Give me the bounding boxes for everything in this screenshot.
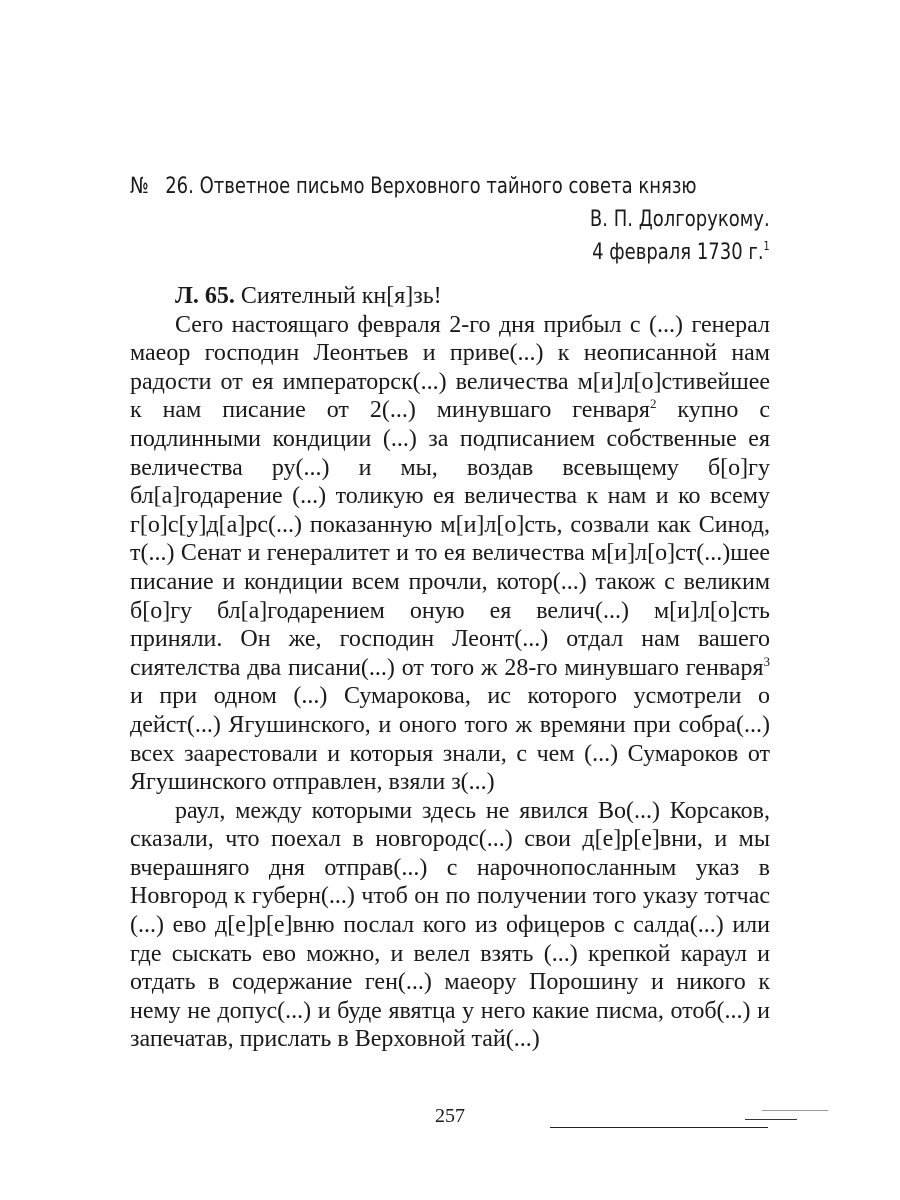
number-sign: № bbox=[130, 173, 149, 199]
footnote-marker: 1 bbox=[763, 239, 770, 253]
footer-rule bbox=[762, 1110, 828, 1111]
document-title: Ответное письмо Верховного тайного совета князю bbox=[199, 173, 697, 199]
footnote-marker: 3 bbox=[763, 653, 770, 669]
heading-line-1 bbox=[130, 170, 770, 203]
paragraph-text: раул, между которыми здесь не явился Во(...) Корсаков, сказали, что поехал в новгородс(...) свои д[е]р[е]вни, и мы вчерашняго дня отправ(...) с нарочнопосланным указ в Новгород к губерн(...) чтоб он по получении того указу тотчас (...) ево д[е]р[е]вню послал кого из офицеров с салда(...) или где сыскать ево можно, и велел взять (...) крепкой караул и отдать в содержание ген(...) маеору Порошину и никого к нему не допус(...) и буде явятца у него какие писма, отоб(...) и запечатав, прислать в Верховной тай(...) bbox=[130, 797, 770, 1053]
footer-rule bbox=[745, 1119, 797, 1120]
folio-marker: Л. 65. bbox=[175, 283, 235, 309]
document-heading bbox=[130, 170, 770, 203]
footnote-marker: 2 bbox=[649, 396, 657, 412]
addressee-line: В. П. Долгорукому. bbox=[590, 206, 770, 232]
salutation-paragraph bbox=[130, 282, 770, 311]
document-body bbox=[130, 282, 770, 1054]
footer-rule bbox=[550, 1127, 768, 1128]
document-date: 4 февраля 1730 г. bbox=[592, 239, 764, 265]
paragraph-text: Сего настоящаго февраля 2-го дня прибыл с (...) генерал маеор господин Леонтьев и приве(...) к неописанной нам радости от ея императорск(...) величества м[и]л[о]стивейшее к нам писание от 2(...) минувшаго генваря bbox=[130, 311, 770, 424]
document-number: 26. bbox=[165, 173, 194, 199]
salutation: Сиятелный кн[я]зь! bbox=[240, 283, 442, 309]
heading-right-block bbox=[590, 203, 770, 269]
continuation-paragraph bbox=[130, 797, 770, 1054]
page-number: 257 bbox=[435, 1105, 465, 1127]
paragraph-text: и при одном (...) Сумарокова, ис которого усмотрели о дейст(...) Ягушинского, и оного того ж времяни при собра(...) всех заарестовали и которыя знали, с чем (...) Сумароков от Ягушинского отправлен, взяли з(...) bbox=[130, 683, 770, 796]
paragraph-text: купно с подлинными кондиции (...) за подписанием собственные ея величества ру(...) и мы, воздав всевыщему б[о]гу бл[а]годарение (...) толикую ея величества к нам и ко всему г[о]с[у]д[а]рс(...) показанную м[и]л[о]сть, созвали как Синод, т(...) Сенат и генералитет и то ея величества м[и]л[о]ст(...)шее писание и кондиции всем прочли, котор(...) також с великим б[о]гу бл[а]годарением оную ея велич(...) м[и]л[о]сть приняли. Он же, господин Леонт(...) отдал нам вашего сиятелства два писани(...) от того ж 28-го минувшаго генваря bbox=[130, 397, 770, 681]
main-paragraph bbox=[130, 311, 770, 797]
document-date-line bbox=[590, 236, 770, 269]
